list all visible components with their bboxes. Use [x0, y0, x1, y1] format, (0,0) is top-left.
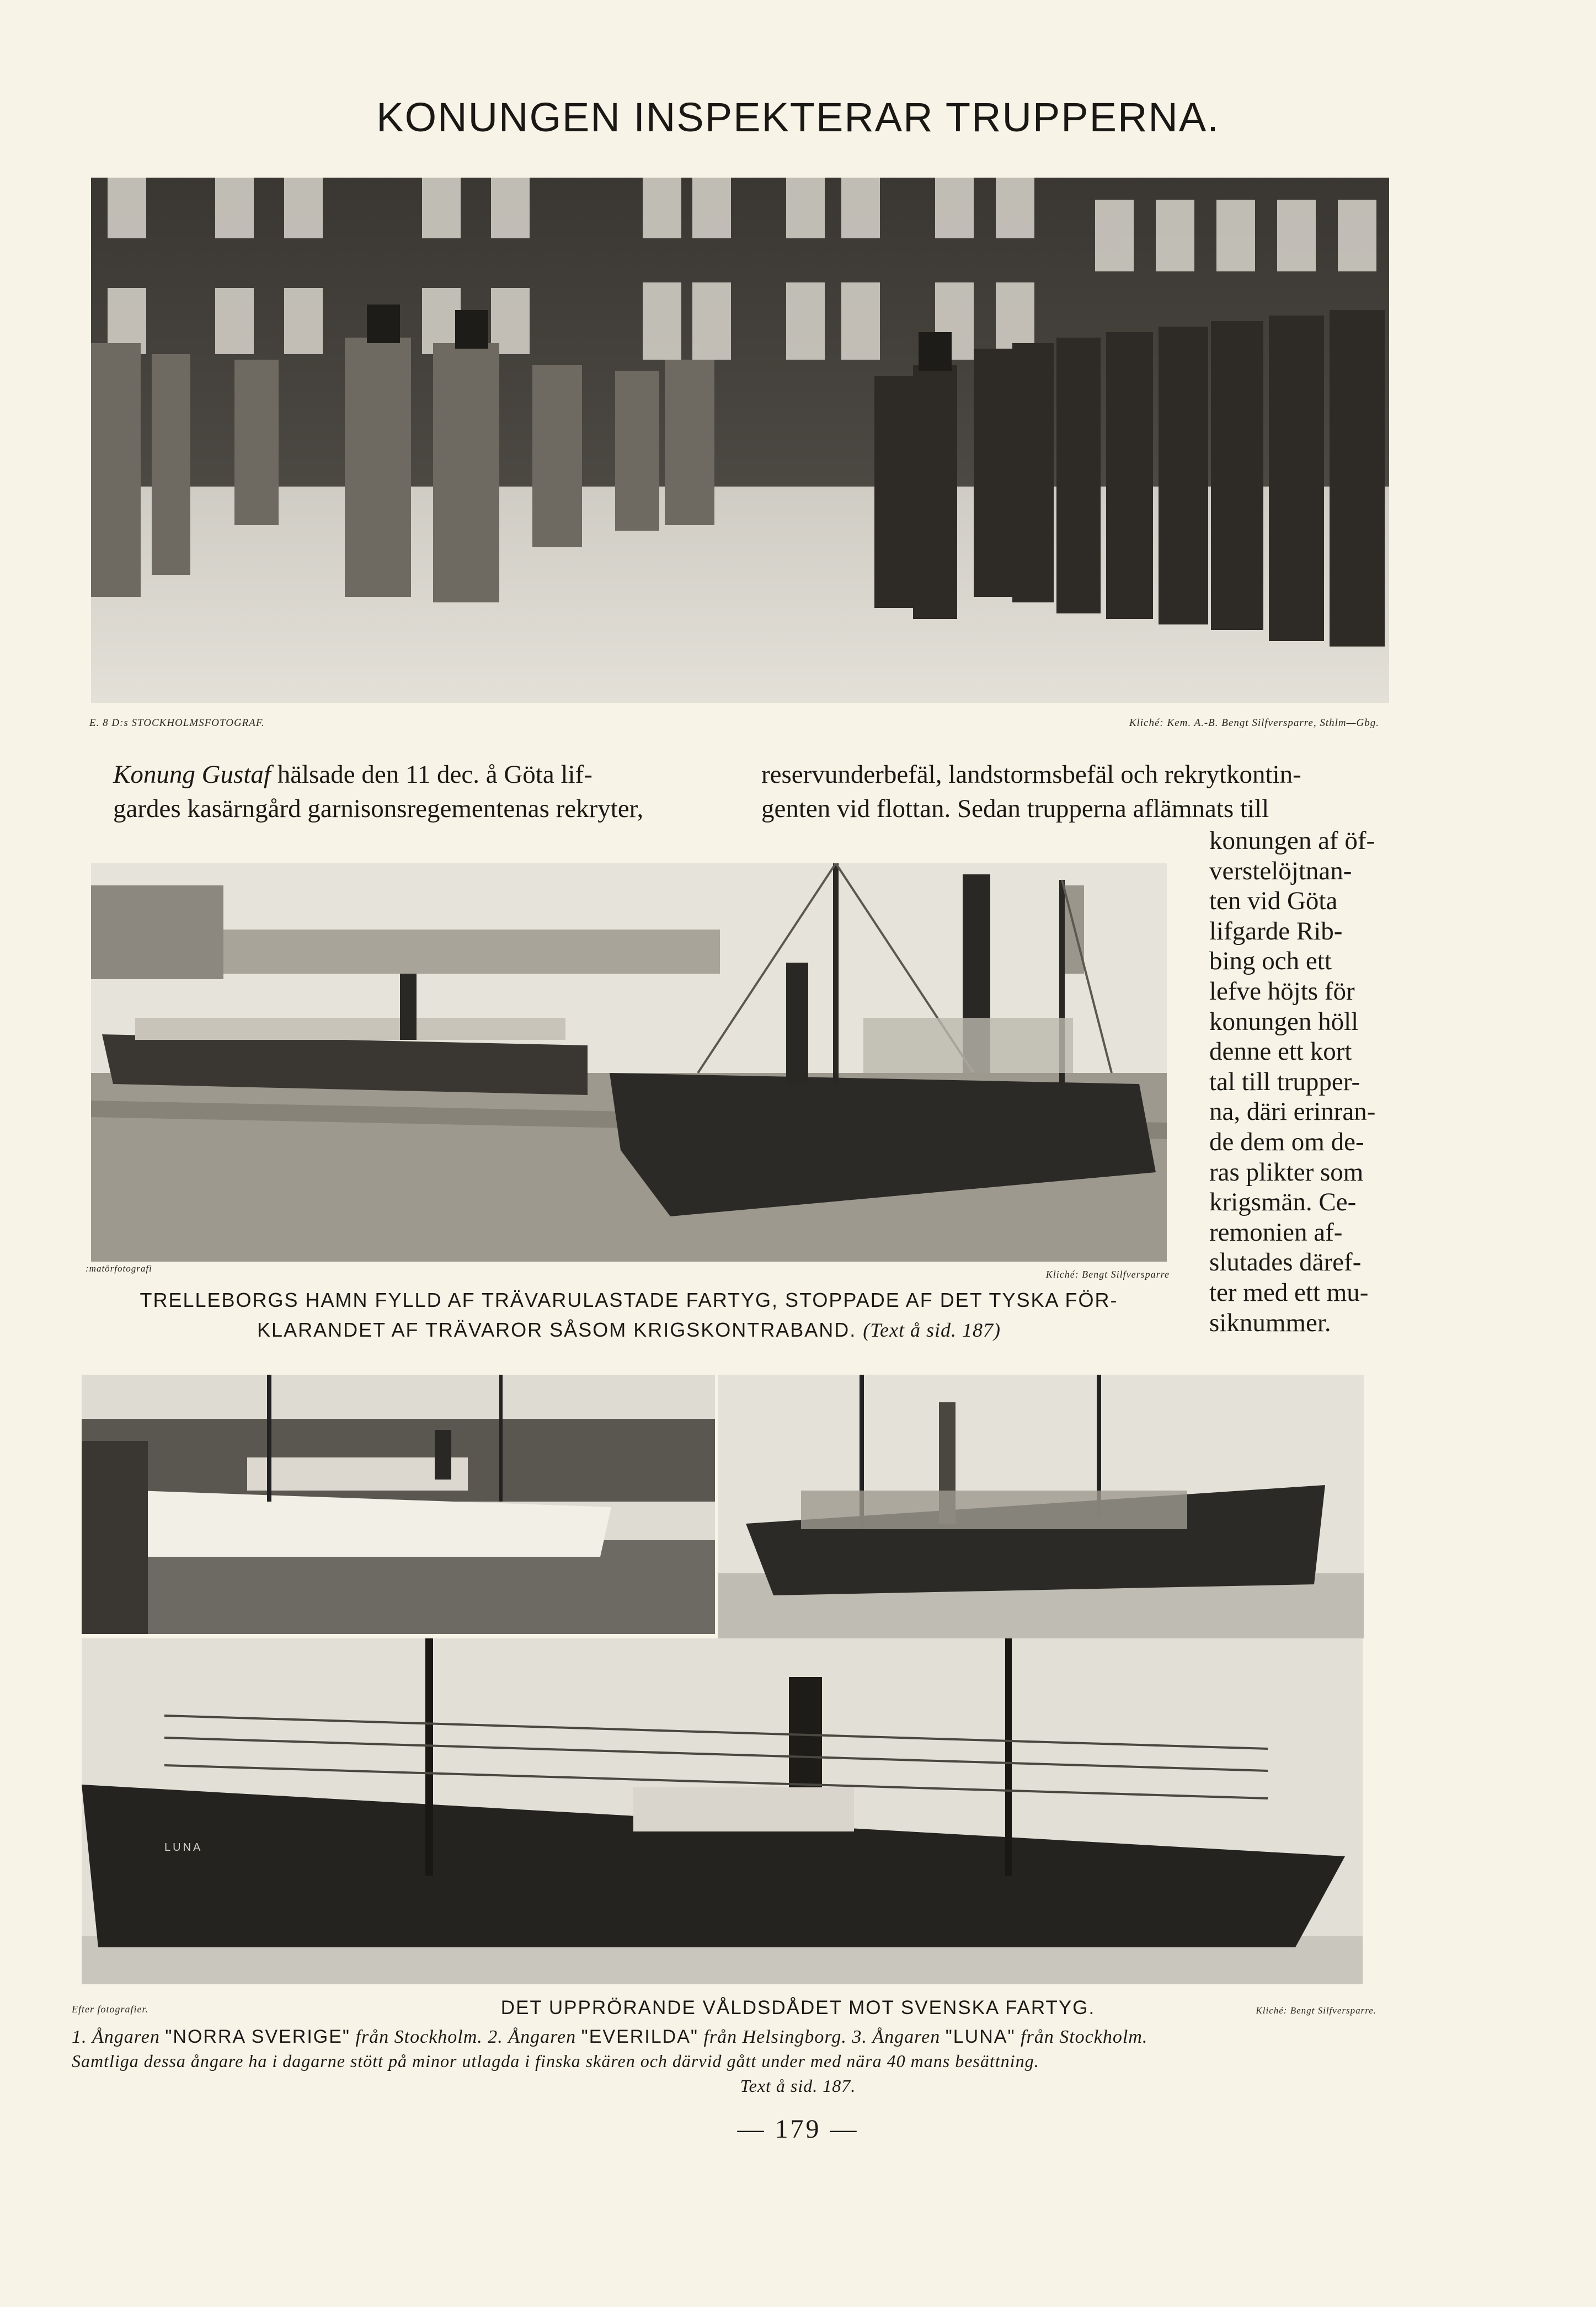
photo2-credit-right: Kliché: Bengt Silfversparre	[1045, 1269, 1170, 1280]
ships-heading: DET UPPRÖRANDE VÅLDSDÅDET MOT SVENSKA FARTYG.	[500, 1997, 1096, 2018]
luna-hull-name: LUNA	[164, 1841, 203, 1854]
side-line: denne ett kort	[1209, 1037, 1352, 1066]
photo2-caption-ref: (Text å sid. 187)	[863, 1319, 1001, 1341]
photo-ship-everilda	[718, 1375, 1364, 1638]
side-line: konungen höll	[1209, 1007, 1359, 1036]
ships-credit-left: Efter fotografier.	[72, 2004, 148, 2015]
article-line1: hälsade den 11 dec. å Göta lif-	[270, 760, 593, 789]
article-column-1	[113, 757, 731, 826]
side-line: lifgarde Rib-	[1209, 916, 1343, 946]
article-line2: gardes kasärngård garnisonsregementenas rekryter,	[113, 794, 644, 823]
side-line: bing och ett	[1209, 947, 1332, 976]
photo-ship-norra-sverige	[82, 1375, 715, 1634]
ships-caption-line1: 1. Ångaren "NORRA SVERIGE" från Stockholm. 2. Ångaren "EVERILDA" från Helsingborg. 3. Ångaren "LUNA" från Stockholm.	[72, 2026, 1148, 2047]
ship-name-luna: "LUNA"	[945, 2026, 1016, 2047]
photo1-credit-left: E. 8 D:s STOCKHOLMSFOTOGRAF.	[89, 717, 265, 729]
photo1-credit-right: Kliché: Kem. A.-B. Bengt Silfversparre, Sthlm—Gbg.	[1129, 717, 1379, 729]
article-col2-line2: genten vid flottan. Sedan trupperna aflämnats till	[761, 794, 1269, 823]
article-column-2	[761, 757, 1396, 826]
side-line: de dem om de-	[1209, 1127, 1364, 1156]
side-line: ter med ett mu-	[1209, 1278, 1369, 1307]
side-line: siknummer.	[1209, 1308, 1331, 1337]
side-line: remonien af-	[1209, 1217, 1343, 1247]
photo2-caption-line2	[80, 1318, 1178, 1342]
photo-trelleborg-harbour	[91, 863, 1167, 1262]
photo2-caption-line1: TRELLEBORGS HAMN FYLLD AF TRÄVARULASTADE FARTYG, STOPPADE AF DET TYSKA FÖR-	[140, 1289, 1118, 1311]
photo2-caption-text: KLARANDET AF TRÄVAROR SÅSOM KRIGSKONTRABAND.	[257, 1318, 857, 1341]
ship-name-everilda: "EVERILDA"	[581, 2026, 698, 2047]
side-line: slutades däref-	[1209, 1248, 1362, 1277]
article-lead: Konung Gustaf	[113, 760, 271, 789]
photo2-credit-left: :matörfotografi	[86, 1263, 152, 1274]
ships-caption-line3: Text å sid. 187.	[740, 2076, 856, 2096]
article-col2-line1: reservunderbefäl, landstormsbefäl och rekrytkontin-	[761, 760, 1301, 789]
side-line: na, däri erinran-	[1209, 1097, 1376, 1126]
article-side-column	[1209, 826, 1391, 1338]
side-line: ras plikter som	[1209, 1157, 1364, 1187]
side-line: krigsmän. Ce-	[1209, 1188, 1357, 1217]
page-number: — 179 —	[737, 2114, 859, 2144]
ships-caption-line2: Samtliga dessa ångare ha i dagarne stött på minor utlagda i finska skären och därvid gått under med nära 40 mans besättning.	[72, 2051, 1039, 2071]
side-line: tal till trupper-	[1209, 1067, 1360, 1096]
side-line: ten vid Göta	[1209, 887, 1338, 916]
ships-credit-right: Kliché: Bengt Silfversparre.	[1256, 2005, 1376, 2016]
side-line: konungen af öf-	[1209, 826, 1375, 855]
ship-name-norra-sverige: "NORRA SVERIGE"	[165, 2026, 350, 2047]
page-title: KONUNGEN INSPEKTERAR TRUPPERNA.	[376, 94, 1220, 140]
side-line: verstelöjtnan-	[1209, 856, 1352, 885]
side-line: lefve höjts för	[1209, 976, 1355, 1006]
photo-ship-luna	[82, 1638, 1363, 1984]
photo-king-inspecting-troops	[91, 178, 1389, 703]
